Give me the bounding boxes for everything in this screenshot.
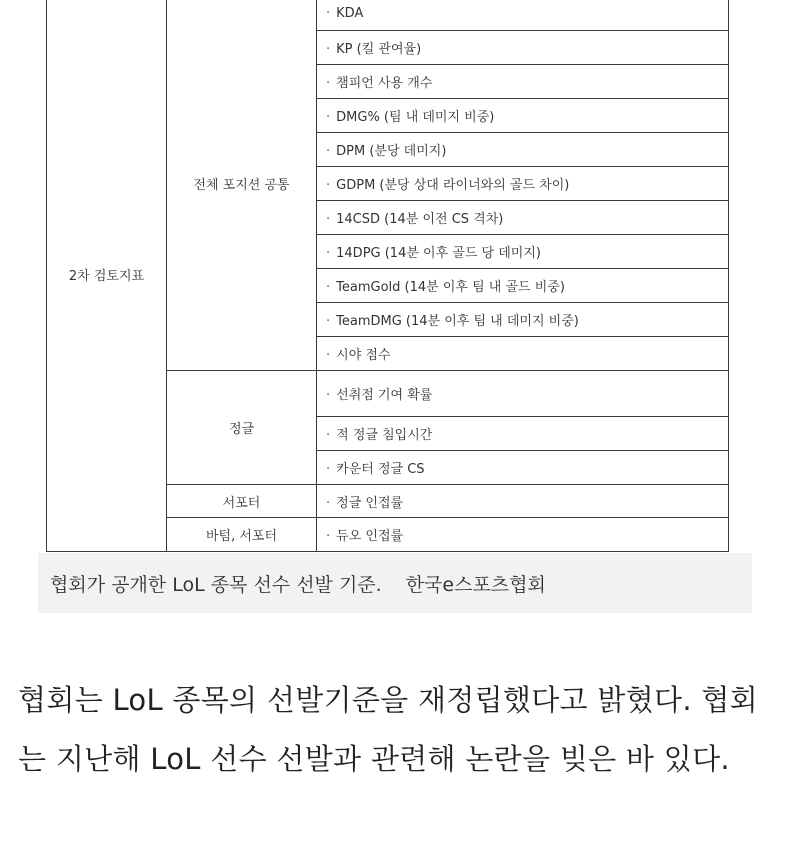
- criteria-item: · 14DPG (14분 이후 골드 당 데미지): [317, 235, 729, 269]
- criteria-item: · 시야 점수: [317, 337, 729, 371]
- section-label-jungle: 정글: [167, 371, 317, 485]
- criteria-item: · 정글 인접률: [317, 485, 729, 518]
- criteria-item: · 카운터 정글 CS: [317, 451, 729, 485]
- criteria-item: · GDPM (분당 상대 라이너와의 골드 차이): [317, 167, 729, 201]
- article-body: [18, 671, 783, 789]
- criteria-table-image: [38, 0, 752, 553]
- criteria-item: · TeamDMG (14분 이후 팀 내 데미지 비중): [317, 303, 729, 337]
- section-label-bottom-support: 바텀, 서포터: [167, 518, 317, 552]
- criteria-item: · KDA: [317, 0, 729, 31]
- criteria-item: · DPM (분당 데미지): [317, 133, 729, 167]
- criteria-item: · 챔피언 사용 개수: [317, 65, 729, 99]
- criteria-table: [46, 0, 729, 552]
- table-figure: [38, 0, 752, 613]
- criteria-item: · KP (킬 관여율): [317, 31, 729, 65]
- criteria-item: · 적 정글 침입시간: [317, 417, 729, 451]
- group-label-cell: 2차 검토지표: [47, 0, 167, 552]
- section-label-support: 서포터: [167, 485, 317, 518]
- criteria-item: · TeamGold (14분 이후 팀 내 골드 비중): [317, 269, 729, 303]
- article-paragraph: 협회는 LoL 종목의 선발기준을 재정립했다고 밝혔다. 협회는 지난해 LoL 선수 선발과 관련해 논란을 빚은 바 있다.: [18, 683, 758, 776]
- criteria-item: · 듀오 인접률: [317, 518, 729, 552]
- criteria-item: · 14CSD (14분 이전 CS 격차): [317, 201, 729, 235]
- criteria-item: · 선취점 기여 확률: [317, 371, 729, 417]
- table-row: [47, 0, 729, 31]
- caption-text: 협회가 공개한 LoL 종목 선수 선발 기준.: [50, 573, 382, 596]
- criteria-item: · DMG% (팀 내 데미지 비중): [317, 99, 729, 133]
- caption-source: 한국e스포츠협회: [405, 573, 546, 596]
- image-caption: [38, 553, 752, 613]
- section-label-common: 전체 포지션 공통: [167, 0, 317, 371]
